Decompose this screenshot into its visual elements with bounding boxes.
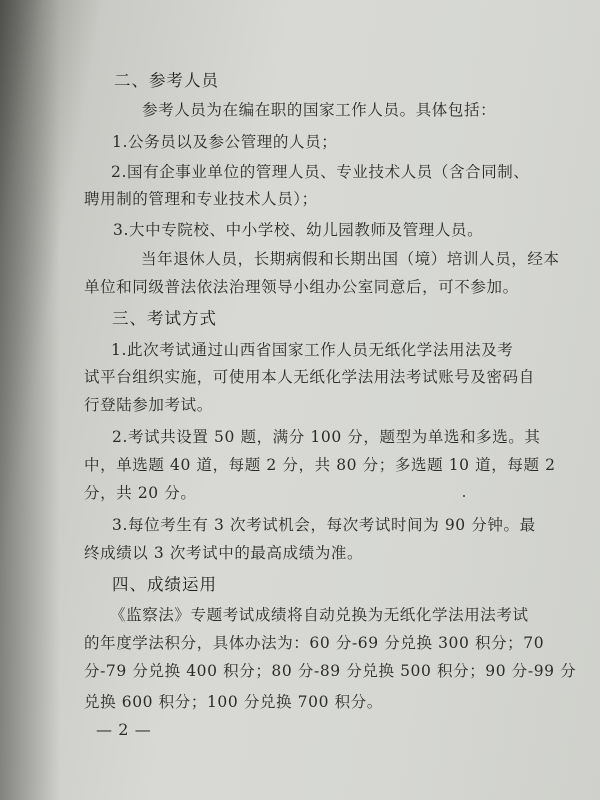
paragraph-line: 行登陆参加考试。 [84, 396, 213, 414]
list-item: 3.大中专院校、中小学校、幼儿园教师及管理人员。 [113, 221, 484, 239]
paragraph-line: 兑换 600 积分；100 分兑换 700 积分。 [84, 693, 383, 711]
page-number: — 2 — [96, 720, 152, 739]
section-heading-participants: 二、参考人员 [114, 71, 219, 90]
paragraph-line: 1.此次考试通过山西省国家工作人员无纸化学法用法及考 [111, 341, 514, 359]
paragraph-line: 参考人员为在编在职的国家工作人员。具体包括： [142, 101, 497, 119]
paragraph-line: 中，单选题 40 道，每题 2 分，共 80 分；多选题 10 道，每题 2 [84, 456, 556, 474]
paragraph-line: 3.每位考生有 3 次考试机会，每次考试时间为 90 分钟。最 [112, 516, 536, 534]
paragraph-line: 《监察法》专题考试成绩将自动兑换为无纸化学法用法考试 [110, 606, 529, 624]
paragraph-line: 2.考试共设置 50 题，满分 100 分，题型为单选和多选。其 [112, 428, 541, 446]
paragraph-line: 当年退休人员，长期病假和长期出国（境）培训人员，经本 [141, 250, 560, 268]
paragraph-line: 终成绩以 3 次考试中的最高成绩为准。 [84, 544, 364, 562]
paragraph-line: 的年度学法积分，具体办法为：60 分-69 分兑换 300 积分；70 [84, 634, 545, 652]
page-edge-shadow [0, 0, 60, 800]
list-item: 1.公务员以及参公管理的人员； [112, 133, 338, 151]
paragraph-line: 分，共 20 分。 [84, 484, 197, 502]
paragraph-line: 单位和同级普法依法治理领导小组办公室同意后，可不参加。 [84, 278, 519, 296]
section-heading-score-usage: 四、成绩运用 [112, 575, 217, 594]
paragraph-line: 试平台组织实施，可使用本人无纸化学法用法考试账号及密码自 [84, 368, 535, 386]
list-item: 2.国有企事业单位的管理人员、专业技术人员（含合同制、 [111, 163, 530, 181]
section-heading-exam-method: 三、考试方式 [112, 309, 217, 328]
paragraph-line: 聘用制的管理和专业技术人员）； [84, 190, 318, 208]
paragraph-line: 分-79 分兑换 400 积分；80 分-89 分兑换 500 积分；90 分-99 分 [84, 662, 577, 680]
paper-speck [463, 495, 465, 497]
